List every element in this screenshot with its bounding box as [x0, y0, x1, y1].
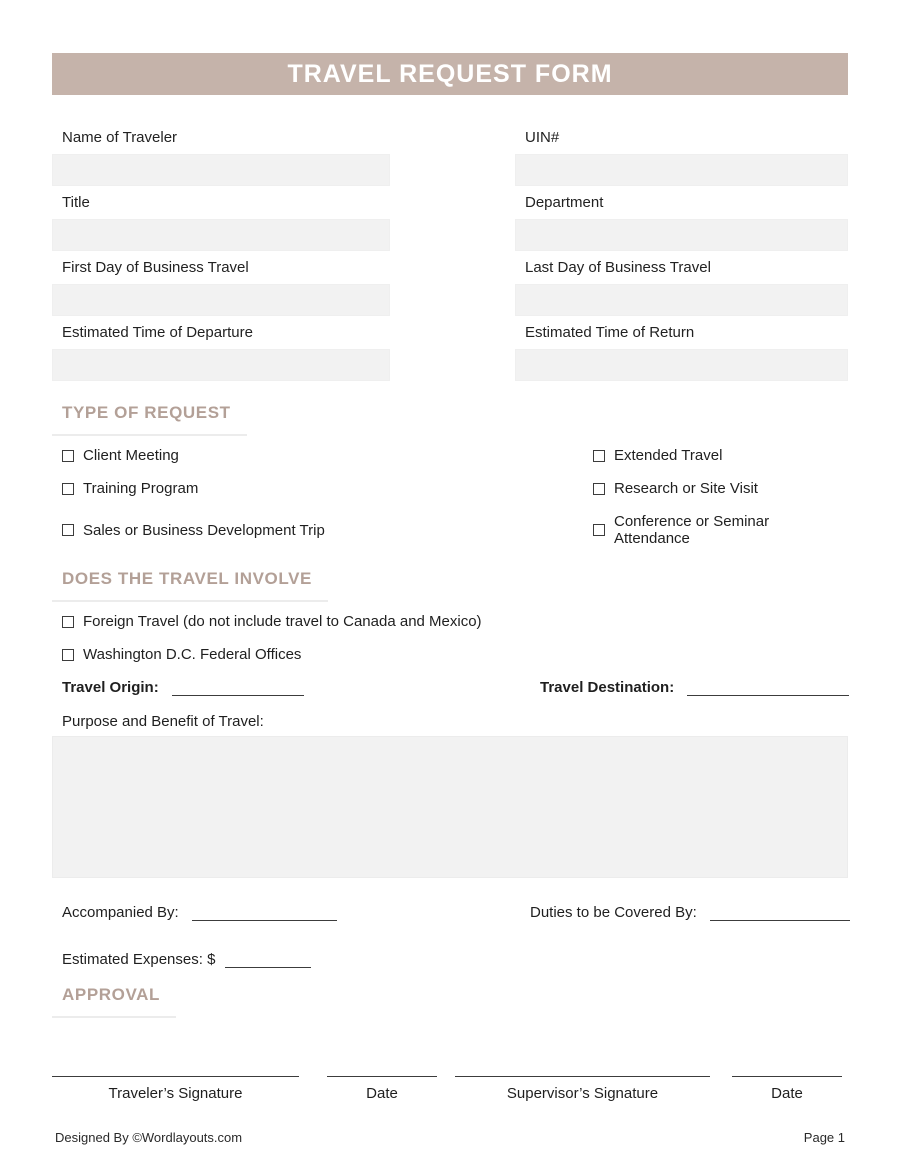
section-approval: APPROVAL [52, 985, 176, 1018]
accompanied-duties-row [52, 904, 848, 921]
field-last-day [515, 259, 848, 316]
accompanied-by-input[interactable] [192, 906, 337, 921]
checkbox-label: Conference or Seminar Attendance [614, 513, 770, 547]
return-time-label: Estimated Time of Return [525, 324, 695, 341]
field-return-time [515, 324, 848, 381]
field-name-of-traveler [52, 129, 390, 186]
travel-destination-group [530, 679, 849, 696]
traveler-signature-label: Traveler’s Signature [108, 1085, 243, 1102]
last-day-input[interactable] [515, 284, 848, 316]
checkbox-foreign-travel[interactable] [52, 613, 848, 630]
checkbox-icon[interactable] [593, 483, 605, 495]
type-of-request-options [52, 447, 848, 547]
signature-row [52, 1076, 848, 1102]
field-title [52, 194, 390, 251]
checkbox-research-or-site-visit[interactable] [583, 480, 848, 497]
travel-origin-input[interactable] [172, 681, 304, 696]
traveler-info-fields [52, 129, 848, 381]
checkbox-label: Research or Site Visit [614, 480, 758, 497]
checkbox-label: Washington D.C. Federal Offices [83, 646, 302, 663]
name-of-traveler-input[interactable] [52, 154, 390, 186]
page-title: TRAVEL REQUEST FORM [287, 59, 613, 88]
supervisor-date-line[interactable] [732, 1076, 842, 1102]
departure-time-input[interactable] [52, 349, 390, 381]
travel-origin-label: Travel Origin: [62, 679, 159, 696]
purpose-label: Purpose and Benefit of Travel: [62, 713, 264, 730]
origin-destination-row [52, 679, 848, 696]
checkbox-conference-or-seminar-attendance[interactable] [583, 513, 848, 547]
accompanied-by-label: Accompanied By: [62, 904, 179, 921]
traveler-date-line[interactable] [327, 1076, 437, 1102]
checkbox-label: Client Meeting [83, 447, 179, 464]
first-day-input[interactable] [52, 284, 390, 316]
checkbox-icon[interactable] [593, 524, 605, 536]
field-uin [515, 129, 848, 186]
traveler-date-label: Date [366, 1085, 398, 1102]
duties-covered-group [520, 904, 850, 921]
field-department [515, 194, 848, 251]
section-does-the-travel-involve: DOES THE TRAVEL INVOLVE [52, 569, 328, 602]
duties-covered-label: Duties to be Covered By: [530, 904, 697, 921]
checkbox-label: Foreign Travel (do not include travel to Canada and Mexico) [83, 613, 482, 630]
checkbox-extended-travel[interactable] [583, 447, 848, 464]
estimated-expenses-input[interactable] [225, 953, 311, 968]
estimated-expenses-label: Estimated Expenses: $ [62, 951, 216, 968]
supervisor-signature-label: Supervisor’s Signature [506, 1085, 659, 1102]
field-first-day [52, 259, 390, 316]
checkbox-label: Training Program [83, 480, 199, 497]
section-type-of-request: TYPE OF REQUEST [52, 403, 247, 436]
travel-involve-options [52, 613, 848, 663]
checkbox-icon[interactable] [62, 649, 74, 661]
duties-covered-input[interactable] [710, 906, 850, 921]
supervisor-date-label: Date [771, 1085, 803, 1102]
checkbox-washington-dc-federal-offices[interactable] [52, 646, 848, 663]
accompanied-by-group [52, 904, 520, 921]
checkbox-icon[interactable] [62, 524, 74, 536]
checkbox-icon[interactable] [62, 616, 74, 628]
traveler-signature-line[interactable] [52, 1076, 299, 1102]
checkbox-icon[interactable] [62, 450, 74, 462]
designed-by-credit: Designed By ©Wordlayouts.com [55, 1130, 243, 1145]
uin-input[interactable] [515, 154, 848, 186]
title-label: Title [62, 194, 90, 211]
travel-origin-group [52, 679, 530, 696]
department-input[interactable] [515, 219, 848, 251]
page-number: Page 1 [803, 1130, 845, 1145]
first-day-label: First Day of Business Travel [62, 259, 249, 276]
checkbox-label: Extended Travel [614, 447, 723, 464]
return-time-input[interactable] [515, 349, 848, 381]
checkbox-label: Sales or Business Development Trip [83, 521, 325, 539]
estimated-expenses-row [52, 951, 848, 968]
checkbox-sales-or-business-development-trip[interactable] [52, 513, 583, 547]
name-of-traveler-label: Name of Traveler [62, 129, 178, 146]
field-departure-time [52, 324, 390, 381]
departure-time-label: Estimated Time of Departure [62, 324, 253, 341]
checkbox-icon[interactable] [593, 450, 605, 462]
page-footer [55, 1130, 845, 1145]
travel-destination-label: Travel Destination: [540, 679, 675, 696]
last-day-label: Last Day of Business Travel [525, 259, 711, 276]
checkbox-client-meeting[interactable] [52, 447, 583, 464]
travel-destination-input[interactable] [687, 681, 849, 696]
supervisor-signature-line[interactable] [455, 1076, 710, 1102]
department-label: Department [525, 194, 604, 211]
uin-label: UIN# [525, 129, 560, 146]
checkbox-icon[interactable] [62, 483, 74, 495]
title-input[interactable] [52, 219, 390, 251]
checkbox-training-program[interactable] [52, 480, 583, 497]
form-title-band [52, 53, 848, 95]
purpose-textarea[interactable] [52, 736, 848, 878]
